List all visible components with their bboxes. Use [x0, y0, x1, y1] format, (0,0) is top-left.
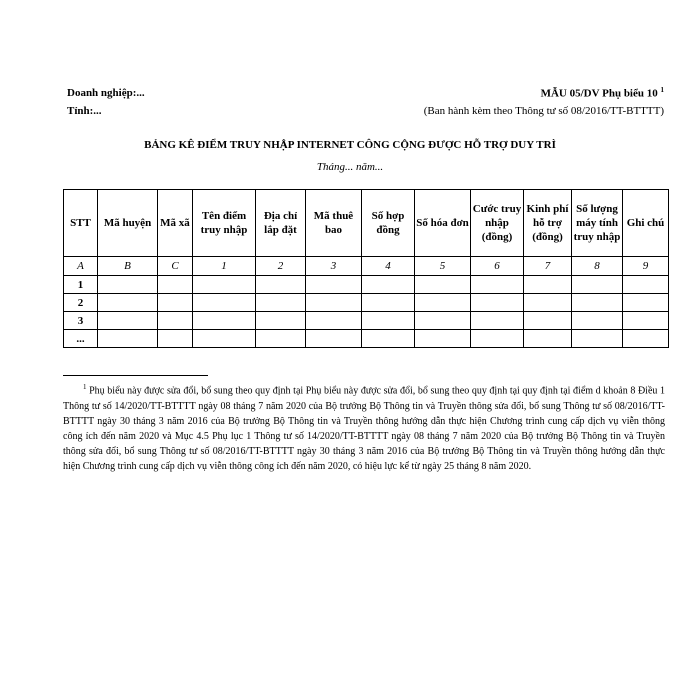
column-code: 1: [193, 257, 256, 276]
row-number: 3: [64, 312, 98, 330]
footnote-text: Phụ biểu này được sửa đổi, bổ sung theo quy định tại Phụ biểu này được sửa đổi, bổ sung theo quy định tại quy định tại điểm d khoản 8 Điều 1 Thông tư số 14/2020/TT-BTTTT ngày 08 tháng 7 năm 2020 của Bộ trưởng Bộ Thông tin và Truyền thông sửa đổi, bổ sung Thông tư số 08/2016/TT-BTTTT ngày 30 tháng 3 năm 2016 của Bộ trưởng Bộ Thông tin và Truyền thông hướng dẫn thực hiện Chương trình cung cấp dịch vụ viễn thông công ích đến năm 2020 và Mục 4.5 Phụ lục 1 Thông tư số 14/2020/TT-BTTTT ngày 08 tháng 7 năm 2020 của Bộ trưởng Bộ Thông tin và Truyền thông sửa đổi, bổ sung Thông tư số 08/2016/TT-BTTTT ngày 30 tháng 3 năm 2016 của Bộ trưởng Bộ Thông tin và Truyền thông hướng dẫn thực hiện Chương trình cung cấp dịch vụ viễn thông công ích đến năm 2020, có hiệu lực kể từ ngày 25 tháng 8 năm 2020.: [63, 385, 665, 473]
issued-note: (Ban hành kèm theo Thông tư số 08/2016/TT-BTTTT): [423, 105, 664, 117]
access-points-table: [63, 189, 669, 348]
table-cell: [415, 276, 471, 294]
table-cell: [306, 294, 362, 312]
header-cell: Kinh phí hỗ trợ (đồng): [524, 190, 572, 257]
form-code-footnote-marker: 1: [660, 86, 664, 94]
table-cell: [306, 312, 362, 330]
header-cell: Số lượng máy tính truy nhập: [572, 190, 623, 257]
header-cell: Cước truy nhập (đồng): [471, 190, 524, 257]
header-cell: Địa chỉ lắp đặt: [256, 190, 306, 257]
form-code-text: MẪU 05/DV Phụ biểu 10: [540, 87, 658, 100]
table-cell: [415, 294, 471, 312]
table-row: [64, 276, 669, 294]
table-cell: [623, 294, 669, 312]
table-cell: [98, 330, 158, 348]
table-cell: [256, 330, 306, 348]
period-label: Tháng... năm...: [316, 161, 384, 173]
table-cell: [415, 312, 471, 330]
row-number: 2: [64, 294, 98, 312]
table-cell: [193, 312, 256, 330]
header-cell: Mã xã: [158, 190, 193, 257]
table-cell: [362, 312, 415, 330]
table-cell: [415, 330, 471, 348]
table-cell: [256, 312, 306, 330]
header-cell: Số hóa đơn: [415, 190, 471, 257]
table-cell: [362, 276, 415, 294]
table-cell: [524, 294, 572, 312]
table-header-row: [64, 190, 669, 257]
column-code: 4: [362, 257, 415, 276]
row-number: 1: [64, 276, 98, 294]
table-cell: [572, 294, 623, 312]
table-cell: [158, 294, 193, 312]
table-row: [64, 330, 669, 348]
table-cell: [193, 276, 256, 294]
column-code: 3: [306, 257, 362, 276]
column-code: 8: [572, 257, 623, 276]
header-cell: Mã thuê bao: [306, 190, 362, 257]
table-cell: [524, 330, 572, 348]
column-code: 2: [256, 257, 306, 276]
column-code: 6: [471, 257, 524, 276]
page-title: BẢNG KÊ ĐIỂM TRUY NHẬP INTERNET CÔNG CỘNG ĐƯỢC HỖ TRỢ DUY TRÌ: [144, 139, 556, 151]
row-number: ...: [64, 330, 98, 348]
header-cell: STT: [64, 190, 98, 257]
table-cell: [158, 330, 193, 348]
table-cell: [572, 330, 623, 348]
table-cell: [158, 312, 193, 330]
column-code: 5: [415, 257, 471, 276]
header-cell: Ghi chú: [623, 190, 669, 257]
table-cell: [98, 312, 158, 330]
table-cell: [256, 294, 306, 312]
table-cell: [524, 312, 572, 330]
column-code: C: [158, 257, 193, 276]
footnote: [63, 380, 665, 475]
table-cell: [256, 276, 306, 294]
table-cell: [572, 312, 623, 330]
table-cell: [471, 312, 524, 330]
table-cell: [362, 330, 415, 348]
column-code: 7: [524, 257, 572, 276]
table-cell: [524, 276, 572, 294]
table-row: [64, 312, 669, 330]
table-cell: [98, 294, 158, 312]
table-cell: [158, 276, 193, 294]
header-cell: Mã huyện: [98, 190, 158, 257]
table-cell: [306, 330, 362, 348]
table-cell: [623, 312, 669, 330]
footnote-separator: [63, 375, 208, 376]
table-cell: [362, 294, 415, 312]
table-cell: [623, 276, 669, 294]
column-code: 9: [623, 257, 669, 276]
table-row: [64, 294, 669, 312]
table-cell: [306, 276, 362, 294]
company-label: Doanh nghiệp:...: [67, 87, 145, 99]
table-cell: [623, 330, 669, 348]
column-code: B: [98, 257, 158, 276]
header-cell: Số hợp đồng: [362, 190, 415, 257]
column-code-row: [64, 257, 669, 276]
table-cell: [471, 276, 524, 294]
table-cell: [98, 276, 158, 294]
table-cell: [471, 294, 524, 312]
form-code: [541, 86, 664, 100]
table-cell: [193, 330, 256, 348]
column-code: A: [64, 257, 98, 276]
table-cell: [193, 294, 256, 312]
header-cell: Tên điểm truy nhập: [193, 190, 256, 257]
table-cell: [471, 330, 524, 348]
province-label: Tỉnh:...: [67, 105, 102, 117]
footnote-marker: 1: [83, 383, 87, 391]
table-cell: [572, 276, 623, 294]
